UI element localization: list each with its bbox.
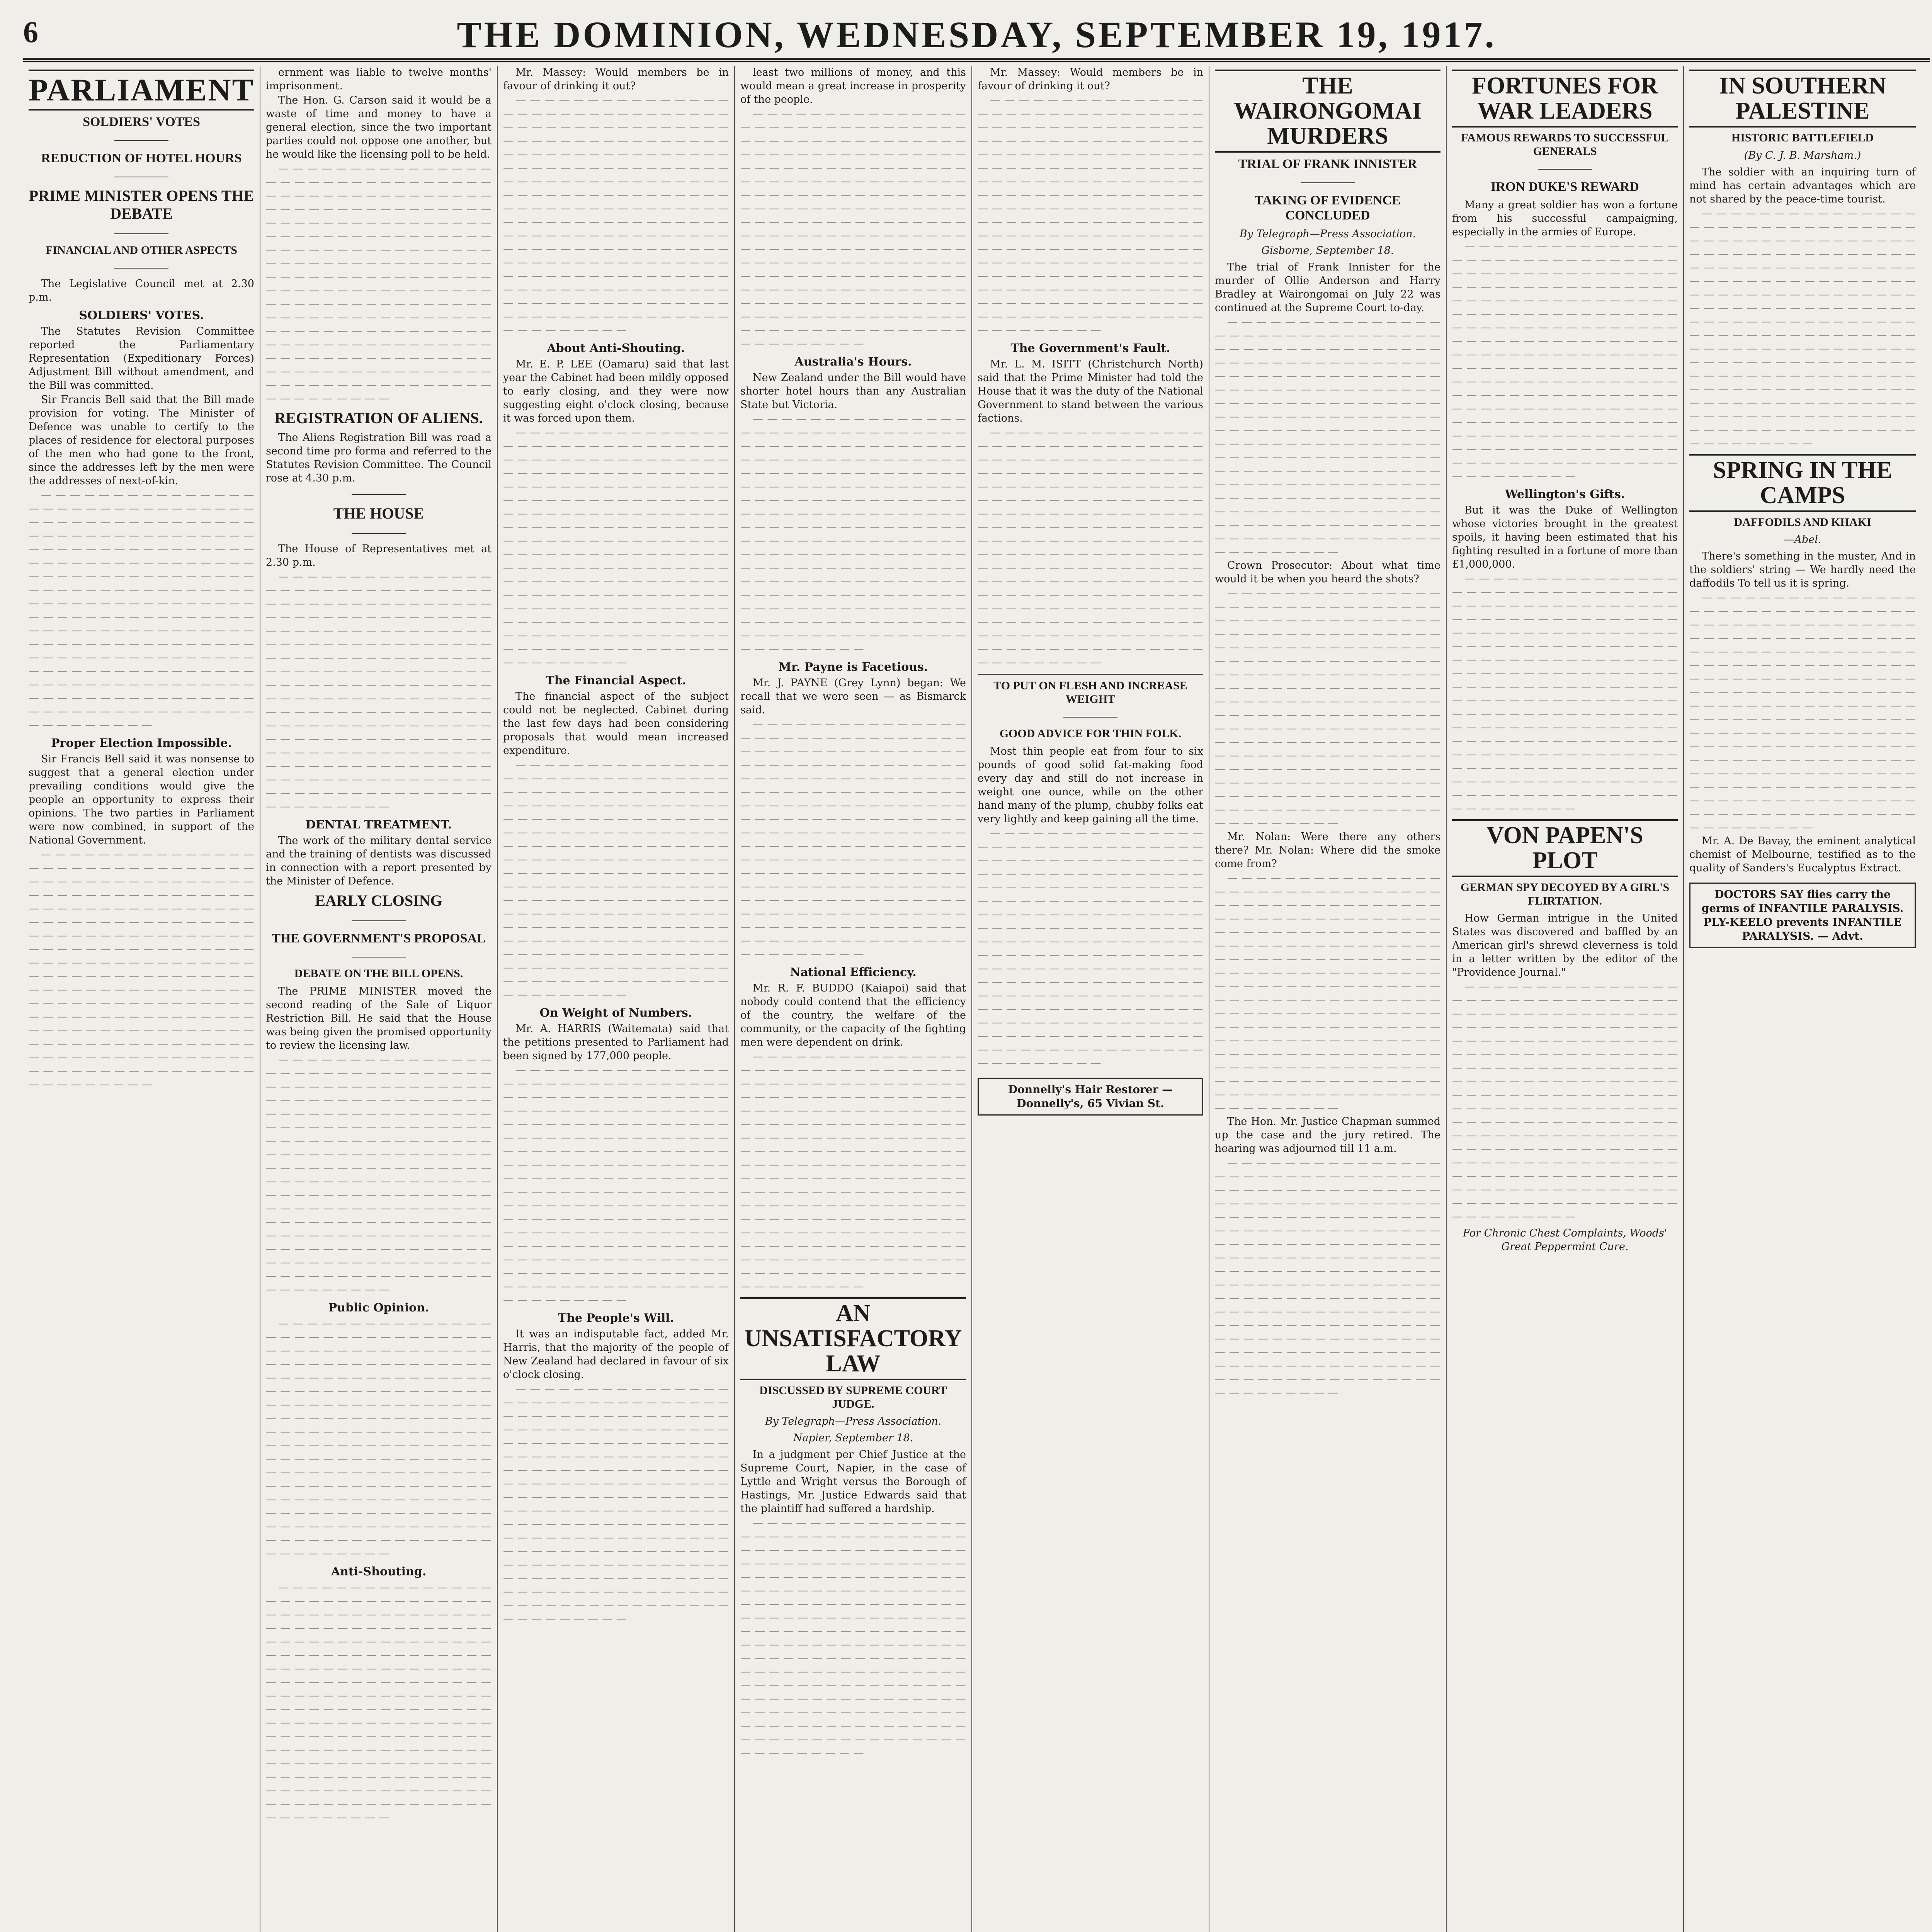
article-paragraph: The trial of Frank Innister for the murder of Ollie Anderson and Harry Bradley at Wairongomai on July 22 was continued at the Supreme Court to-day. bbox=[1215, 261, 1440, 314]
body-text: — — — — — — — — — — — — — — — — — — — — — — — — — — — — — — — — — — — — — — — — — — — — — — — — — — — — — — — — — — — — — — — — — — — — — — — — — — — — — — — — — — — — — — — — — — — — — — — — — — — — — — — — — — — — — — — — — — — — — — — — — — — — — — — — — — — — — — — — — — — — — — — — — — — — — — — — — — — — — — — — — — — — — — — — — — — — — — — — — — — — — — — — — — — — — — — — — — — — — — — — — — — — — — — — — — — — — — — — — — — — — — — — — — — — — — — — — — — — — — — — — — — — — — — — — — — — — — — — — — — — — — — — — — — — — — — — — — — — — — — — bbox=[1452, 981, 1678, 1223]
divider bbox=[1215, 175, 1440, 189]
article-paragraph: There's something in the muster, And in the soldiers' string — We hardly need the daffodils To tell us it is spring. bbox=[1689, 550, 1916, 590]
subheading: On Weight of Numbers. bbox=[539, 1006, 692, 1020]
divider bbox=[266, 487, 492, 501]
divider bbox=[978, 674, 1203, 675]
divider bbox=[29, 170, 254, 183]
subheading: Mr. Payne is Facetious. bbox=[778, 660, 928, 674]
subheading: Proper Election Impossible. bbox=[51, 736, 232, 750]
divider bbox=[29, 133, 254, 147]
article-paragraph: The Statutes Revision Committee reported the Parliamentary Representation (Expeditionary Forces) Adjustment Bill without amendment, and the Bill was committed. bbox=[29, 325, 254, 391]
column-1 bbox=[23, 66, 260, 1932]
body-text: — — — — — — — — — — — — — — — — — — — — — — — — — — — — — — — — — — — — — — — — — — — — — — — — — — — — — — — — — — — — — — — — — — — — — — — — — — — — — — — — — — — — — — — — — — — — — — — — — — — — — — — — — — — — — — — — — — — — — — — — — — — — — — — — — — — — — — — — — — — — — — — — — — — — — — — — — — — — — — — — — — — — — — — — — — — — — — — — — — — — — — — — — — — — — — — — — — — — — — — — — — — — — — — — — — — — — — — — — — — — — — — — — — — — — — — — — — — — — — — — — — — — — — — — — — — — — — — — — — — — — — — — — — — — — — — — — — — — — — — — bbox=[266, 571, 492, 813]
body-text: — — — — — — — — — — — — — — — — — — — — — — — — — — — — — — — — — — — — — — — — — — — — — — — — — — — — — — — — — — — — — — — — — — — — — — — — — — — — — — — — — — — — — — — — — — — — — — — — — — — — — — — — — — — — — — — — — — — — — — — — — — — — — — — — — — — — — — — — — — — — — — — — — — — — — — — — — — — — — — — — — — — — — — — — — — — — — — — — — — — — — — — — — — — — — — — — — — — — — — — — — — — — — — — — — — — — — — — — — — — — — — — — — — — — — — — — — — — — — — — — — — — — — — — — — — — — — — — — — — — — — — — — — — — — — — — — — — — — — — — — bbox=[978, 94, 1203, 336]
body-text: — — — — — — — — — — — — — — — — — — — — — — — — — — — — — — — — — — — — — — — — — — — — — — — — — — — — — — — — — — — — — — — — — — — — — — — — — — — — — — — — — — — — — — — — — — — — — — — — — — — — — — — — — — — — — — — — — — — — — — — — — — — — — — — — — — — — — — — — — — — — — — — — — — — — — — — — — — — — — — — — — — — — — — — — — — — — — — — — — — — — — — — — — — — — — — — — — — — — — — — — — — — — — — — — — — — — — — — — — — — — — — — — — — — — — — — — — — — — — — — — — — — — — — — — — — — — — — — — — — — — — — — — — — — — — — — — — — — — — — — — bbox=[1452, 573, 1678, 815]
article-paragraph: But it was the Duke of Wellington whose victories brought in the greatest spoils, it having been estimated that his fighting resulted in a fortune of more than £1,000,000. bbox=[1452, 504, 1678, 571]
subheading: Australia's Hours. bbox=[794, 355, 912, 369]
body-text: — — — — — — — — — — — — — — — — — — — — — — — — — — — — — — — — — — — — — — — — — — — — — — — — — — — — — — — — — — — — — — — — — — — — — — — — — — — — — — — — — — — — — — — — — — — — — — — — — — — — — — — — — — — — — — — — — — — — — — — — — — — — — — — — — — — — — — — — — — — — — — — — — — — — — — — — — — — — — — — — — — — — — — — — — — — — — — — — — — — — — — — — — — — — — — — — — — — — — — — — — — — — — — — — — — — — — — — — — — — — — — — — — — — — — — — — — — — — — — — — — — — — — — — — — — — — — — — — — — — — — — — — — — — — — — — — — — — — — — — — bbox=[1215, 872, 1440, 1114]
headline: THE GOVERNMENT'S PROPOSAL bbox=[272, 931, 486, 946]
body-text: — — — — — — — — — — — — — — — — — — — — — — — — — — — — — — — — — — — — — — — — — — — — — — — — — — — — — — — — — — — — — — — — — — — — — — — — — — — — — — — — — — — — — — — — — — — — — — — — — — — — — — — — — — — — — — — — — — — — — — — — — — — — — — — — — — — — — — — — — — — — — — — — — — — — — — — — — — — — — — — — — — — — — — — — — — — — — — — — — — — — — — — — — — — — — — — — — — — — — — — — — — — — — — — — — — — — — — — — — — — — — — — — — — — — — — — — — — — — — — — — — — — — — — — — — — — — — — — — — — — — — — — — — — — — — — — — — — — — — — — — bbox=[503, 94, 729, 336]
article-paragraph: The soldier with an inquiring turn of mind has certain advantages which are not shared by the peace-time tourist. bbox=[1689, 166, 1916, 205]
headline: TAKING OF EVIDENCE CONCLUDED bbox=[1255, 193, 1401, 223]
column-4 bbox=[735, 66, 972, 1932]
article-paragraph: ernment was liable to twelve months' imprisonment. bbox=[266, 66, 492, 92]
headline: TRIAL OF FRANK INNISTER bbox=[1238, 157, 1417, 172]
headline: REDUCTION OF HOTEL HOURS bbox=[41, 151, 242, 166]
article-paragraph: The Hon. G. Carson said it would be a waste of time and money to have a general election, since the two important parties could not oppose one another, but he would like the licensing poll to be held. bbox=[266, 94, 492, 160]
masthead bbox=[23, 12, 1930, 60]
body-text: — — — — — — — — — — — — — — — — — — — — — — — — — — — — — — — — — — — — — — — — — — — — — — — — — — — — — — — — — — — — — — — — — — — — — — — — — — — — — — — — — — — — — — — — — — — — — — — — — — — — — — — — — — — — — — — — — — — — — — — — — — — — — — — — — — — — — — — — — — — — — — — — — — — — — — — — — — — — — — — — — — — — — — — — — — — — — — — — — — — — — — — — — — — — — — — — — — — — — — — — — — — — — — — — — — — — — — — — — — — — — — — — — — — — — — — — — — — — — — — — — — — — — — — — — — — — — — — — — — — — — — — — — — — — — — — — — — — — — — — — bbox=[740, 108, 966, 350]
column-8 bbox=[1684, 66, 1921, 1932]
article-paragraph: The Legislative Council met at 2.30 p.m. bbox=[29, 277, 254, 303]
section-heading: EARLY CLOSING bbox=[315, 892, 442, 909]
article-banner: SPRING IN THE CAMPS bbox=[1689, 454, 1916, 512]
article-paragraph: Mr. Massey: Would members be in favour of drinking it out? bbox=[978, 66, 1203, 92]
body-text: — — — — — — — — — — — — — — — — — — — — — — — — — — — — — — — — — — — — — — — — — — — — — — — — — — — — — — — — — — — — — — — — — — — — — — — — — — — — — — — — — — — — — — — — — — — — — — — — — — — — — — — — — — — — — — — — — — — — — — — — — — — — — — — — — — — — — — — — — — — — — — — — — — — — — — — — — — — — — — — — — — — — — — — — — — — — — — — — — — — — — — — — — — — — — — — — — — — — — — — — — — — — — — — — — — — — — — — — — — — — — — — — — — — — — — — — — — — — — — — — — — — — — — — — — — — — — — — — — — — — — — — — — — — — — — — — — — — — — — — — bbox=[1452, 240, 1678, 483]
body-text: — — — — — — — — — — — — — — — — — — — — — — — — — — — — — — — — — — — — — — — — — — — — — — — — — — — — — — — — — — — — — — — — — — — — — — — — — — — — — — — — — — — — — — — — — — — — — — — — — — — — — — — — — — — — — — — — — — — — — — — — — — — — — — — — — — — — — — — — — — — — — — — — — — — — — — — — — — — — — — — — — — — — — — — — — — — — — — — — — — — — — — — — — — — — — — — — — — — — — — — — — — — — — — — — — — — — — — — — — — — — — — — — — — — — — — — — — — — — — — — — — — — — — — — — — — — — — — — — — — — — — — — — — — — — — — — — — — — — — — — — bbox=[266, 163, 492, 405]
body-text: — — — — — — — — — — — — — — — — — — — — — — — — — — — — — — — — — — — — — — — — — — — — — — — — — — — — — — — — — — — — — — — — — — — — — — — — — — — — — — — — — — — — — — — — — — — — — — — — — — — — — — — — — — — — — — — — — — — — — — — — — — — — — — — — — — — — — — — — — — — — — — — — — — — — — — — — — — — — — — — — — — — — — — — — — — — — — — — — — — — — — — — — — — — — — — — — — — — — — — — — — — — — — — — — — — — — — — — — — — — — — — — — — — — — — — — — — — — — — — — — — — — — — — — — — — — — — — — — — — — — — — — — — — — — — — — — — — — — — — — — bbox=[503, 759, 729, 1001]
divider bbox=[29, 226, 254, 240]
divider bbox=[1452, 162, 1678, 175]
headline: DISCUSSED BY SUPREME COURT JUDGE. bbox=[759, 1384, 947, 1410]
body-text: — — — — — — — — — — — — — — — — — — — — — — — — — — — — — — — — — — — — — — — — — — — — — — — — — — — — — — — — — — — — — — — — — — — — — — — — — — — — — — — — — — — — — — — — — — — — — — — — — — — — — — — — — — — — — — — — — — — — — — — — — — — — — — — — — — — — — — — — — — — — — — — — — — — — — — — — — — — — — — — — — — — — — — — — — — — — — — — — — — — — — — — — — — — — — — — — — — — — — — — — — — — — — — — — — — — — — — — — — — — — — — — — — — — — — — — — — — — — — — — — — — — — — — — — — — — — — — — — — — — — — — — — — — — — — — — — — — — — — — — — bbox=[29, 489, 254, 731]
section-heading: THE HOUSE bbox=[333, 505, 424, 522]
article-paragraph: The financial aspect of the subject could not be neglected. Cabinet during the last few days had been considering proposals that would mean increased expenditure. bbox=[503, 690, 729, 757]
article-paragraph: Mr. R. F. BUDDO (Kaiapoi) said that nobody could contend that the efficiency of the country, the welfare of the community, or the capacity of the fighting men were dependent on drink. bbox=[740, 982, 966, 1048]
headline: HISTORIC BATTLEFIELD bbox=[1731, 131, 1874, 145]
headline: DAFFODILS AND KHAKI bbox=[1734, 515, 1871, 529]
article-paragraph: Mr. J. PAYNE (Grey Lynn) began: We recall that we were seen — as Bismarck said. bbox=[740, 677, 966, 716]
body-text: — — — — — — — — — — — — — — — — — — — — — — — — — — — — — — — — — — — — — — — — — — — — — — — — — — — — — — — — — — — — — — — — — — — — — — — — — — — — — — — — — — — — — — — — — — — — — — — — — — — — — — — — — — — — — — — — — — — — — — — — — — — — — — — — — — — — — — — — — — — — — — — — — — — — — — — — — — — — — — — — — — — — — — — — — — — — — — — — — — — — — — — — — — — — — — — — — — — — — — — — — — — — — — — — — — — — — — — — — — — — — — — — — — — — — — — — — — — — — — — — — — — — — — — — — — — — — — — — — — — — — — — — — — — — — — — — — — — — — — — — bbox=[740, 1051, 966, 1293]
byline: (By C. J. B. Marsham.) bbox=[1744, 149, 1861, 162]
body-text: — — — — — — — — — — — — — — — — — — — — — — — — — — — — — — — — — — — — — — — — — — — — — — — — — — — — — — — — — — — — — — — — — — — — — — — — — — — — — — — — — — — — — — — — — — — — — — — — — — — — — — — — — — — — — — — — — — — — — — — — — — — — — — — — — — — — — — — — — — — — — — — — — — — — — — — — — — — — — — — — — — — — — — — — — — — — — — — — — — — — — — — — — — — — — — — — — — — — — — — — — — — — — — — — — — — — — — — — — — — — — — — — — — — — — — — — — — — — — — — — — — — — — — — — — — — — — — — — — — — — — — — — — — — — — — — — — — — — — — — — bbox=[978, 827, 1203, 1069]
article-banner: THE WAIRONGOMAI MURDERS bbox=[1215, 70, 1440, 153]
footer-notice: For Chronic Chest Complaints, Woods' Great Peppermint Cure. bbox=[1463, 1227, 1667, 1253]
article-paragraph: Most thin people eat from four to six pounds of good solid fat-making food every day and still do not increase in weight one ounce, while on the other hand many of the plump, chubby folks eat very lightly and keep gaining all the time. bbox=[978, 745, 1203, 825]
article-banner: IN SOUTHERN PALESTINE bbox=[1689, 70, 1916, 128]
body-text: — — — — — — — — — — — — — — — — — — — — — — — — — — — — — — — — — — — — — — — — — — — — — — — — — — — — — — — — — — — — — — — — — — — — — — — — — — — — — — — — — — — — — — — — — — — — — — — — — — — — — — — — — — — — — — — — — — — — — — — — — — — — — — — — — — — — — — — — — — — — — — — — — — — — — — — — — — — — — — — — — — — — — — — — — — — — — — — — — — — — — — — — — — — — — — — — — — — — — — — — — — — — — — — — — — — — — — — — — — — — — — — — — — — — — — — — — — — — — — — — — — — — — — — — — — — — — — — — — — — — — — — — — — — — — — — — — — — — — — — — bbox=[1689, 207, 1916, 449]
column-5 bbox=[972, 66, 1209, 1932]
article-paragraph: In a judgment per Chief Justice at the Supreme Court, Napier, in the case of Lyttle and Wright versus the Borough of Hastings, Mr. Justice Edwards said that the plaintiff had suffered a hardship. bbox=[740, 1449, 966, 1515]
byline: By Telegraph—Press Association. bbox=[1239, 228, 1416, 240]
body-text: — — — — — — — — — — — — — — — — — — — — — — — — — — — — — — — — — — — — — — — — — — — — — — — — — — — — — — — — — — — — — — — — — — — — — — — — — — — — — — — — — — — — — — — — — — — — — — — — — — — — — — — — — — — — — — — — — — — — — — — — — — — — — — — — — — — — — — — — — — — — — — — — — — — — — — — — — — — — — — — — — — — — — — — — — — — — — — — — — — — — — — — — — — — — — — — — — — — — — — — — — — — — — — — — — — — — — — — — — — — — — — — — — — — — — — — — — — — — — — — — — — — — — — — — — — — — — — — — — — — — — — — — — — — — — — — — — — — — — — — — bbox=[1215, 1156, 1440, 1399]
byline: By Telegraph—Press Association. bbox=[765, 1415, 942, 1428]
column-6 bbox=[1209, 66, 1447, 1932]
article-paragraph: Mr. A. HARRIS (Waitemata) said that the petitions presented to Parliament had been signed by 177,000 people. bbox=[503, 1023, 729, 1062]
subheading: The Government's Fault. bbox=[1010, 342, 1170, 355]
divider bbox=[266, 526, 492, 540]
body-text: — — — — — — — — — — — — — — — — — — — — — — — — — — — — — — — — — — — — — — — — — — — — — — — — — — — — — — — — — — — — — — — — — — — — — — — — — — — — — — — — — — — — — — — — — — — — — — — — — — — — — — — — — — — — — — — — — — — — — — — — — — — — — — — — — — — — — — — — — — — — — — — — — — — — — — — — — — — — — — — — — — — — — — — — — — — — — — — — — — — — — — — — — — — — — — — — — — — — — — — — — — — — — — — — — — — — — — — — — — — — — — — — — — — — — — — — — — — — — — — — — — — — — — — — — — — — — — — — — — — — — — — — — — — — — — — — — — — — — — — — bbox=[1215, 587, 1440, 829]
headline: GOOD ADVICE FOR THIN FOLK. bbox=[999, 727, 1182, 740]
article-banner: VON PAPEN'S PLOT bbox=[1452, 819, 1678, 877]
article-banner: AN UNSATISFACTORY LAW bbox=[740, 1297, 966, 1380]
divider bbox=[978, 710, 1203, 723]
body-text: — — — — — — — — — — — — — — — — — — — — — — — — — — — — — — — — — — — — — — — — — — — — — — — — — — — — — — — — — — — — — — — — — — — — — — — — — — — — — — — — — — — — — — — — — — — — — — — — — — — — — — — — — — — — — — — — — — — — — — — — — — — — — — — — — — — — — — — — — — — — — — — — — — — — — — — — — — — — — — — — — — — — — — — — — — — — — — — — — — — — — — — — — — — — — — — — — — — — — — — — — — — — — — — — — — — — — — — — — — — — — — — — — — — — — — — — — — — — — — — — — — — — — — — — — — — — — — — — — — — — — — — — — — — — — — — — — — — — — — — — bbox=[266, 1053, 492, 1296]
article-paragraph: The work of the military dental service and the training of dentists was discussed in connection with a report presented by the Minister of Defence. bbox=[266, 835, 492, 887]
divider bbox=[266, 913, 492, 927]
subheading: Wellington's Gifts. bbox=[1505, 488, 1625, 502]
subheading: About Anti-Shouting. bbox=[547, 342, 685, 355]
subheading: Public Opinion. bbox=[328, 1301, 429, 1315]
subheading: The People's Will. bbox=[558, 1311, 674, 1325]
headline: GERMAN SPY DECOYED BY A GIRL'S FLIRTATION. bbox=[1460, 881, 1670, 907]
column-7 bbox=[1447, 66, 1684, 1932]
column-3 bbox=[498, 66, 735, 1932]
body-text: — — — — — — — — — — — — — — — — — — — — — — — — — — — — — — — — — — — — — — — — — — — — — — — — — — — — — — — — — — — — — — — — — — — — — — — — — — — — — — — — — — — — — — — — — — — — — — — — — — — — — — — — — — — — — — — — — — — — — — — — — — — — — — — — — — — — — — — — — — — — — — — — — — — — — — — — — — — — — — — — — — — — — — — — — — — — — — — — — — — — — — — — — — — — — — — — — — — — — — — — — — — — — — — — — — — — — — — — — — — — — — — — — — — — — — — — — — — — — — — — — — — — — — — — — — — — — — — — — — — — — — — — — — — — — — — — — — — — — — — — bbox=[266, 1317, 492, 1560]
subheading: DENTAL TREATMENT. bbox=[305, 818, 452, 832]
article-paragraph: New Zealand under the Bill would have shorter hotel hours than any Australian State but Victoria. bbox=[740, 372, 966, 411]
article-paragraph: Mr. A. De Bavay, the eminent analytical chemist of Melbourne, testified as to the quality of Sanders's Eucalyptus Extract. bbox=[1689, 835, 1916, 874]
headline: PRIME MINISTER OPENS THE DEBATE bbox=[29, 187, 254, 223]
article-paragraph: Mr. Nolan: Were there any others there? Mr. Nolan: Where did the smoke come from? bbox=[1215, 830, 1440, 870]
article-paragraph: Mr. Massey: Would members be in favour of drinking it out? bbox=[503, 66, 729, 92]
body-text: — — — — — — — — — — — — — — — — — — — — — — — — — — — — — — — — — — — — — — — — — — — — — — — — — — — — — — — — — — — — — — — — — — — — — — — — — — — — — — — — — — — — — — — — — — — — — — — — — — — — — — — — — — — — — — — — — — — — — — — — — — — — — — — — — — — — — — — — — — — — — — — — — — — — — — — — — — — — — — — — — — — — — — — — — — — — — — — — — — — — — — — — — — — — — — — — — — — — — — — — — — — — — — — — — — — — — — — — — — — — — — — — — — — — — — — — — — — — — — — — — — — — — — — — — — — — — — — — — — — — — — — — — — — — — — — — — — — — — — — — bbox=[740, 1517, 966, 1759]
article-paragraph: The House of Representatives met at 2.30 p.m. bbox=[266, 543, 492, 568]
article-paragraph: Sir Francis Bell said it was nonsense to suggest that a general election under prevailing conditions would give the people an opportunity to express their opinions. The two parties in Parliament were now combined, in support of the National Government. bbox=[29, 753, 254, 846]
body-text: — — — — — — — — — — — — — — — — — — — — — — — — — — — — — — — — — — — — — — — — — — — — — — — — — — — — — — — — — — — — — — — — — — — — — — — — — — — — — — — — — — — — — — — — — — — — — — — — — — — — — — — — — — — — — — — — — — — — — — — — — — — — — — — — — — — — — — — — — — — — — — — — — — — — — — — — — — — — — — — — — — — — — — — — — — — — — — — — — — — — — — — — — — — — — — — — — — — — — — — — — — — — — — — — — — — — — — — — — — — — — — — — — — — — — — — — — — — — — — — — — — — — — — — — — — — — — — — — — — — — — — — — — — — — — — — — — — — — — — — — bbox=[266, 1581, 492, 1823]
column-2 bbox=[260, 66, 498, 1932]
subheading: The Financial Aspect. bbox=[546, 674, 686, 687]
article-paragraph: least two millions of money, and this would mean a great increase in prosperity of the people. bbox=[740, 66, 966, 105]
article-paragraph: Many a great soldier has won a fortune from his successful campaigning, especially in the armies of Europe. bbox=[1452, 199, 1678, 238]
body-text: — — — — — — — — — — — — — — — — — — — — — — — — — — — — — — — — — — — — — — — — — — — — — — — — — — — — — — — — — — — — — — — — — — — — — — — — — — — — — — — — — — — — — — — — — — — — — — — — — — — — — — — — — — — — — — — — — — — — — — — — — — — — — — — — — — — — — — — — — — — — — — — — — — — — — — — — — — — — — — — — — — — — — — — — — — — — — — — — — — — — — — — — — — — — — — — — — — — — — — — — — — — — — — — — — — — — — — — — — — — — — — — — — — — — — — — — — — — — — — — — — — — — — — — — — — — — — — — — — — — — — — — — — — — — — — — — — — — — — — — — bbox=[503, 1064, 729, 1306]
divider bbox=[29, 261, 254, 275]
advertisement: Donnelly's Hair Restorer — Donnelly's, 65 Vivian St. bbox=[978, 1078, 1203, 1116]
headline: FINANCIAL AND OTHER ASPECTS bbox=[46, 244, 237, 257]
body-text: — — — — — — — — — — — — — — — — — — — — — — — — — — — — — — — — — — — — — — — — — — — — — — — — — — — — — — — — — — — — — — — — — — — — — — — — — — — — — — — — — — — — — — — — — — — — — — — — — — — — — — — — — — — — — — — — — — — — — — — — — — — — — — — — — — — — — — — — — — — — — — — — — — — — — — — — — — — — — — — — — — — — — — — — — — — — — — — — — — — — — — — — — — — — — — — — — — — — — — — — — — — — — — — — — — — — — — — — — — — — — — — — — — — — — — — — — — — — — — — — — — — — — — — — — — — — — — — — — — — — — — — — — — — — — — — — — — — — — — — — bbox=[503, 1383, 729, 1625]
subheading: National Efficiency. bbox=[790, 966, 917, 979]
section-banner: PARLIAMENT bbox=[29, 70, 254, 111]
article-paragraph: It was an indisputable fact, added Mr. Harris, that the majority of the people of New Zealand had declared in favour of six o'clock closing. bbox=[503, 1328, 729, 1381]
headline: TO PUT ON FLESH AND INCREASE WEIGHT bbox=[993, 679, 1187, 706]
article-paragraph: The PRIME MINISTER moved the second reading of the Sale of Liquor Restriction Bill. He said that the House was being given the promised opportunity to review the licensing law. bbox=[266, 985, 492, 1051]
body-text: — — — — — — — — — — — — — — — — — — — — — — — — — — — — — — — — — — — — — — — — — — — — — — — — — — — — — — — — — — — — — — — — — — — — — — — — — — — — — — — — — — — — — — — — — — — — — — — — — — — — — — — — — — — — — — — — — — — — — — — — — — — — — — — — — — — — — — — — — — — — — — — — — — — — — — — — — — — — — — — — — — — — — — — — — — — — — — — — — — — — — — — — — — — — — — — — — — — — — — — — — — — — — — — — — — — — — — — — — — — — — — — — — — — — — — — — — — — — — — — — — — — — — — — — — — — — — — — — — — — — — — — — — — — — — — — — — — — — — — — — bbox=[740, 718, 966, 960]
headline: SOLDIERS' VOTES bbox=[83, 115, 200, 129]
dateline: Napier, September 18. bbox=[793, 1432, 913, 1444]
advertisement: DOCTORS SAY flies carry the germs of INFANTILE PARALYSIS. PLY-KEELO prevents INFANTILE PARALYSIS. — Advt. bbox=[1689, 883, 1916, 948]
headline: FAMOUS REWARDS TO SUCCESSFUL GENERALS bbox=[1461, 131, 1669, 158]
subheading: Anti-Shouting. bbox=[331, 1565, 427, 1578]
article-paragraph: Mr. E. P. LEE (Oamaru) said that last year the Cabinet had been mildly opposed to early closing, and they were now suggesting eight o'clock closing, because it was forced upon them. bbox=[503, 358, 729, 424]
body-text: — — — — — — — — — — — — — — — — — — — — — — — — — — — — — — — — — — — — — — — — — — — — — — — — — — — — — — — — — — — — — — — — — — — — — — — — — — — — — — — — — — — — — — — — — — — — — — — — — — — — — — — — — — — — — — — — — — — — — — — — — — — — — — — — — — — — — — — — — — — — — — — — — — — — — — — — — — — — — — — — — — — — — — — — — — — — — — — — — — — — — — — — — — — — — — — — — — — — — — — — — — — — — — — — — — — — — — — — — — — — — — — — — — — — — — — — — — — — — — — — — — — — — — — — — — — — — — — — — — — — — — — — — — — — — — — — — — — — — — — — bbox=[978, 427, 1203, 668]
article-paragraph: The Hon. Mr. Justice Chapman summed up the case and the jury retired. The hearing was adjourned till 11 a.m. bbox=[1215, 1115, 1440, 1155]
body-text: — — — — — — — — — — — — — — — — — — — — — — — — — — — — — — — — — — — — — — — — — — — — — — — — — — — — — — — — — — — — — — — — — — — — — — — — — — — — — — — — — — — — — — — — — — — — — — — — — — — — — — — — — — — — — — — — — — — — — — — — — — — — — — — — — — — — — — — — — — — — — — — — — — — — — — — — — — — — — — — — — — — — — — — — — — — — — — — — — — — — — — — — — — — — — — — — — — — — — — — — — — — — — — — — — — — — — — — — — — — — — — — — — — — — — — — — — — — — — — — — — — — — — — — — — — — — — — — — — — — — — — — — — — — — — — — — — — — — — — — — bbox=[740, 413, 966, 655]
article-paragraph: Sir Francis Bell said that the Bill made provision for voting. The Minister of Defence was unable to certify to the places of residence for electoral purposes of the men who had gone to the front, since the addresses left by the men were the addresses of next-of-kin. bbox=[29, 393, 254, 487]
article-banner: FORTUNES FOR WAR LEADERS bbox=[1452, 70, 1678, 128]
body-text: — — — — — — — — — — — — — — — — — — — — — — — — — — — — — — — — — — — — — — — — — — — — — — — — — — — — — — — — — — — — — — — — — — — — — — — — — — — — — — — — — — — — — — — — — — — — — — — — — — — — — — — — — — — — — — — — — — — — — — — — — — — — — — — — — — — — — — — — — — — — — — — — — — — — — — — — — — — — — — — — — — — — — — — — — — — — — — — — — — — — — — — — — — — — — — — — — — — — — — — — — — — — — — — — — — — — — — — — — — — — — — — — — — — — — — — — — — — — — — — — — — — — — — — — — — — — — — — — — — — — — — — — — — — — — — — — — — — — — — — — bbox=[29, 848, 254, 1090]
article-paragraph: The Aliens Registration Bill was read a second time pro forma and referred to the Statutes Revision Committee. The Council rose at 4.30 p.m. bbox=[266, 432, 492, 484]
body-text: — — — — — — — — — — — — — — — — — — — — — — — — — — — — — — — — — — — — — — — — — — — — — — — — — — — — — — — — — — — — — — — — — — — — — — — — — — — — — — — — — — — — — — — — — — — — — — — — — — — — — — — — — — — — — — — — — — — — — — — — — — — — — — — — — — — — — — — — — — — — — — — — — — — — — — — — — — — — — — — — — — — — — — — — — — — — — — — — — — — — — — — — — — — — — — — — — — — — — — — — — — — — — — — — — — — — — — — — — — — — — — — — — — — — — — — — — — — — — — — — — — — — — — — — — — — — — — — — — — — — — — — — — — — — — — — — — — — — — — — — bbox=[1215, 316, 1440, 558]
page-number: 6 bbox=[23, 15, 38, 49]
divider bbox=[266, 950, 492, 963]
masthead-title: THE DOMINION, WEDNESDAY, SEPTEMBER 19, 1917. bbox=[457, 14, 1497, 55]
subheading: SOLDIERS' VOTES. bbox=[79, 308, 204, 322]
masthead-rule bbox=[23, 61, 1930, 62]
body-text: — — — — — — — — — — — — — — — — — — — — — — — — — — — — — — — — — — — — — — — — — — — — — — — — — — — — — — — — — — — — — — — — — — — — — — — — — — — — — — — — — — — — — — — — — — — — — — — — — — — — — — — — — — — — — — — — — — — — — — — — — — — — — — — — — — — — — — — — — — — — — — — — — — — — — — — — — — — — — — — — — — — — — — — — — — — — — — — — — — — — — — — — — — — — — — — — — — — — — — — — — — — — — — — — — — — — — — — — — — — — — — — — — — — — — — — — — — — — — — — — — — — — — — — — — — — — — — — — — — — — — — — — — — — — — — — — — — — — — — — — bbox=[1689, 592, 1916, 834]
article-paragraph: Crown Prosecutor: About what time would it be when you heard the shots? bbox=[1215, 559, 1440, 585]
byline: —Abel. bbox=[1784, 534, 1821, 546]
article-paragraph: How German intrigue in the United States was discovered and baffled by an American girl's shrewd cleverness is told in a letter written by the editor of the "Providence Journal." bbox=[1452, 912, 1678, 979]
dateline: Gisborne, September 18. bbox=[1261, 244, 1394, 257]
headline: DEBATE ON THE BILL OPENS. bbox=[294, 967, 463, 980]
body-text: — — — — — — — — — — — — — — — — — — — — — — — — — — — — — — — — — — — — — — — — — — — — — — — — — — — — — — — — — — — — — — — — — — — — — — — — — — — — — — — — — — — — — — — — — — — — — — — — — — — — — — — — — — — — — — — — — — — — — — — — — — — — — — — — — — — — — — — — — — — — — — — — — — — — — — — — — — — — — — — — — — — — — — — — — — — — — — — — — — — — — — — — — — — — — — — — — — — — — — — — — — — — — — — — — — — — — — — — — — — — — — — — — — — — — — — — — — — — — — — — — — — — — — — — — — — — — — — — — — — — — — — — — — — — — — — — — — — — — — — — bbox=[503, 427, 729, 668]
section-heading: REGISTRATION OF ALIENS. bbox=[274, 409, 483, 427]
columns bbox=[23, 66, 1930, 1932]
article-paragraph: Mr. L. M. ISITT (Christchurch North) said that the Prime Minister had told the House that it was the duty of the National Government to stand between the various factions. bbox=[978, 358, 1203, 424]
headline: IRON DUKE'S REWARD bbox=[1491, 180, 1639, 194]
